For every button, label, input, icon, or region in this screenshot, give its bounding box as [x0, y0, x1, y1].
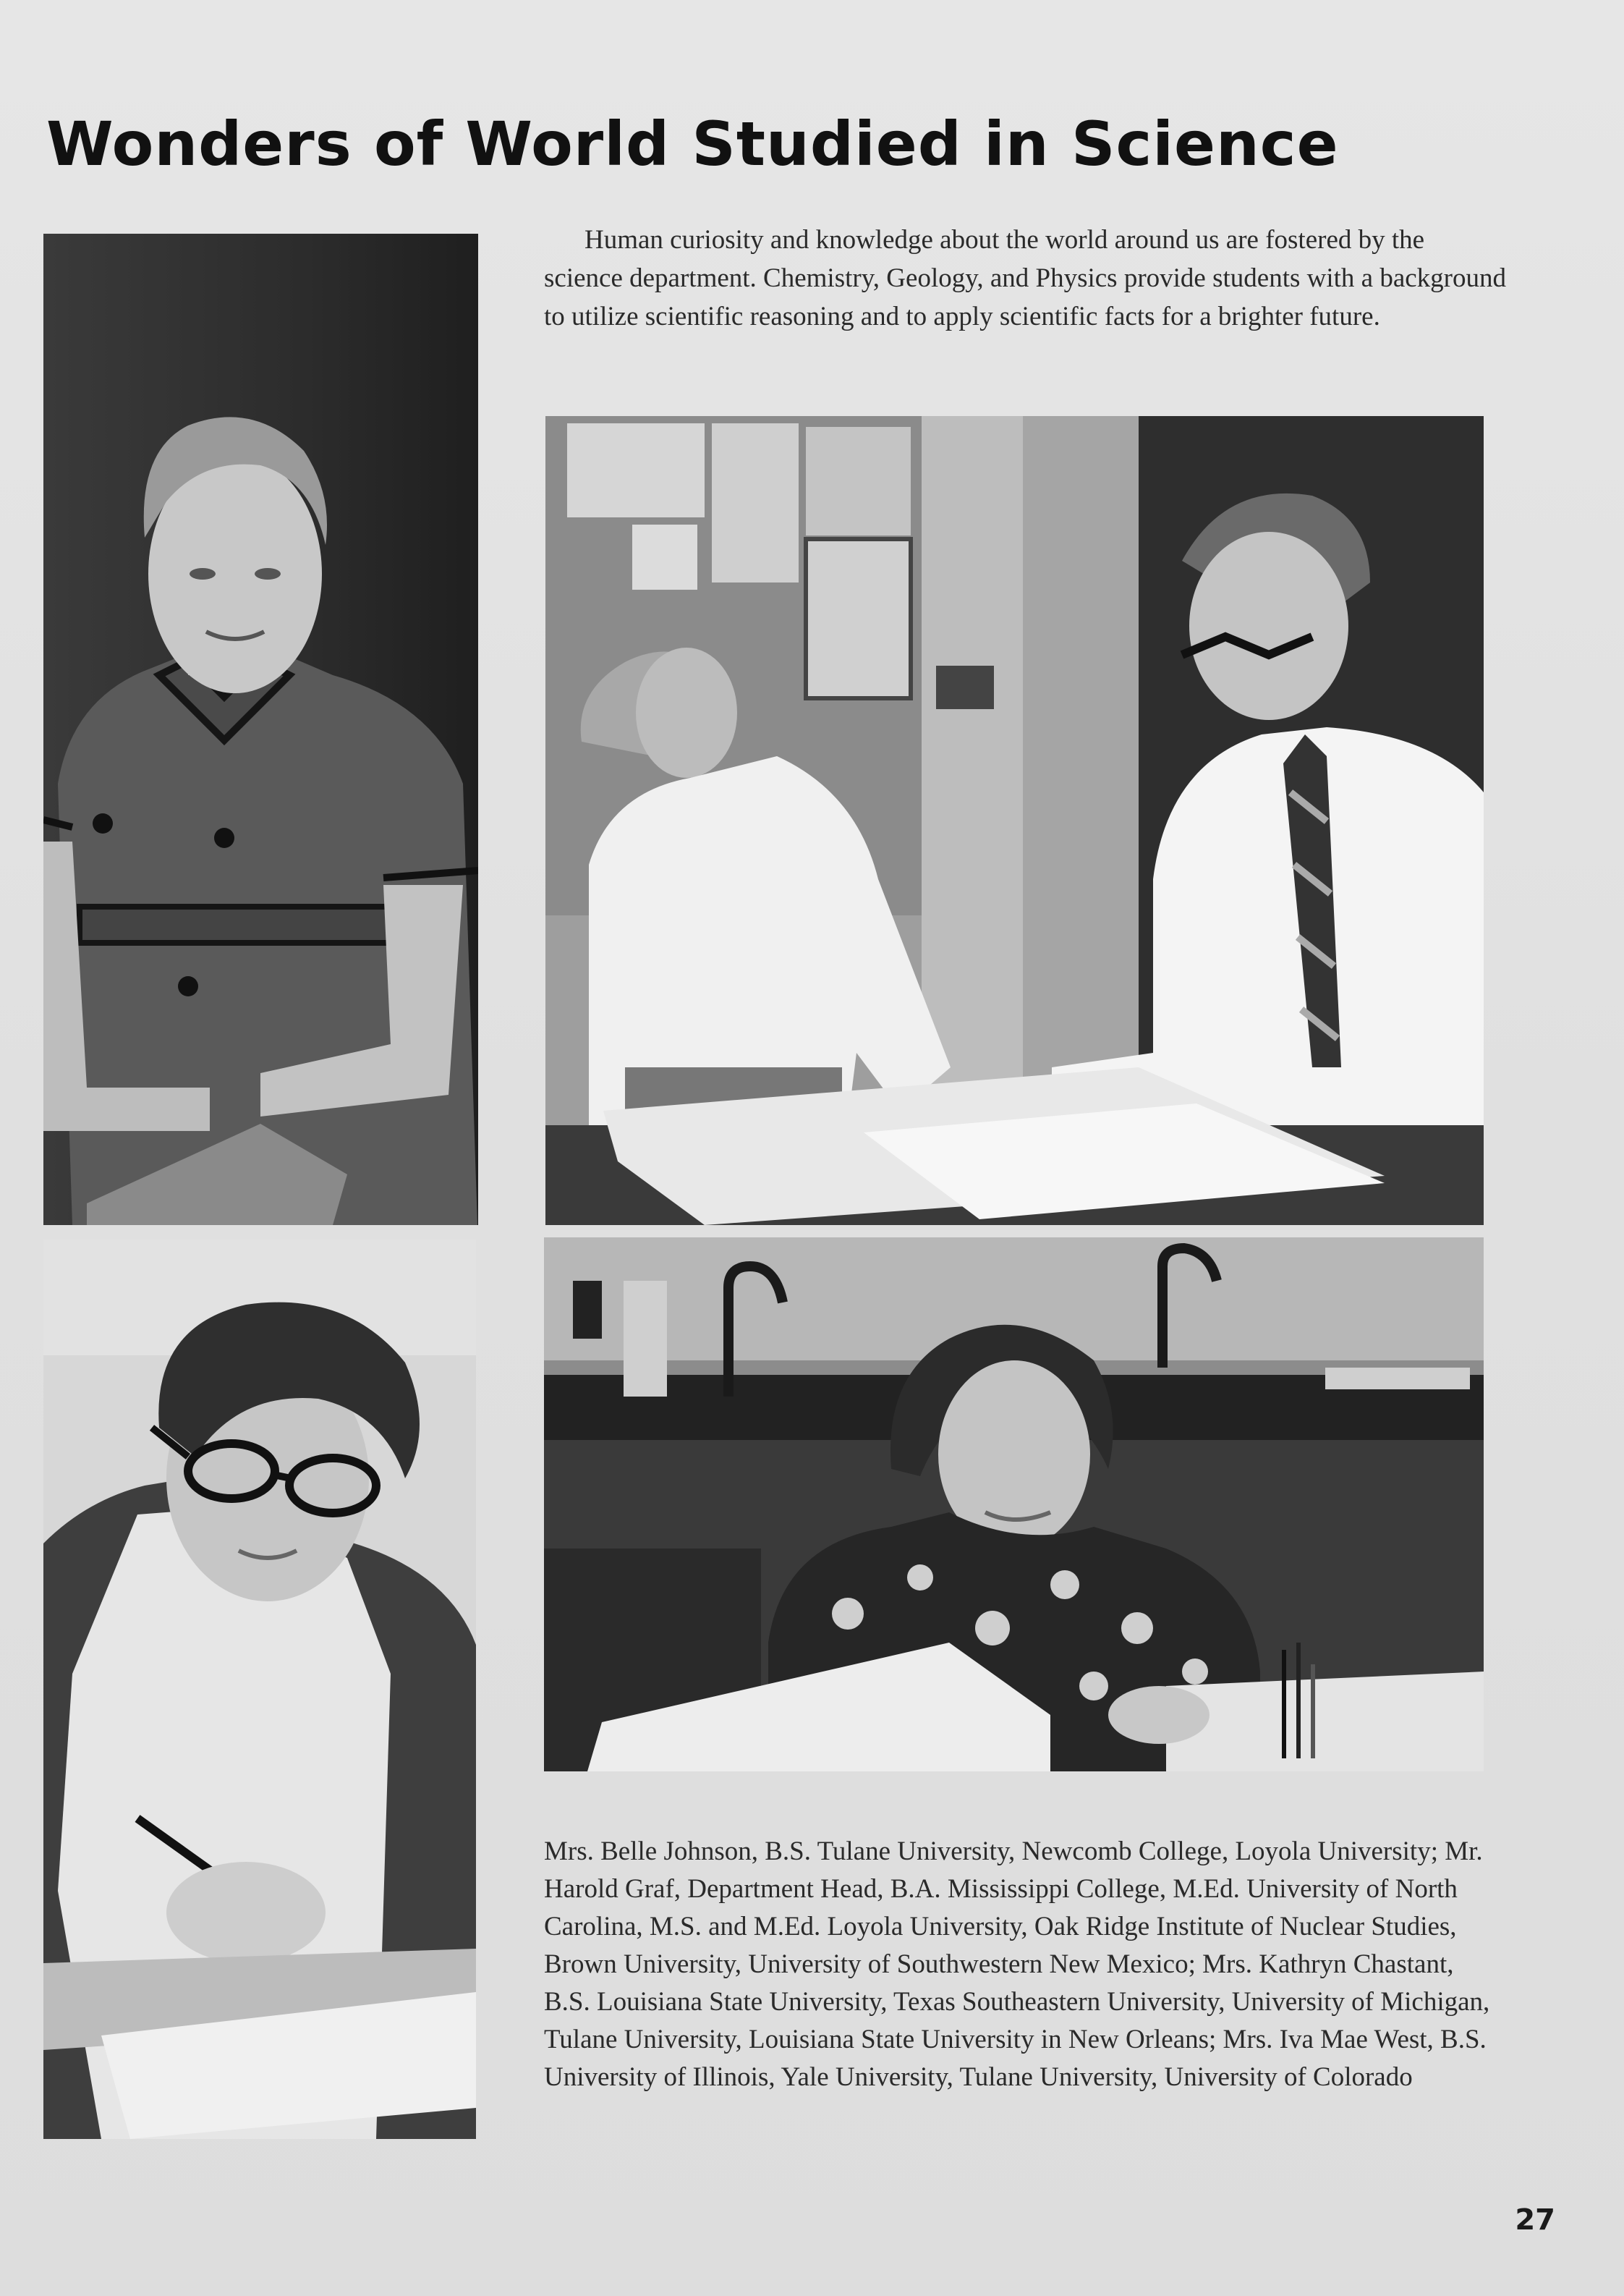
teacher-student-photo-icon [545, 416, 1484, 1225]
portrait-photo-icon [43, 234, 478, 1225]
photo-iva-mae-west [544, 1237, 1484, 1771]
page-number: 27 [1515, 2203, 1555, 2237]
page-title: Wonders of World Studied in Science [46, 109, 1339, 179]
faculty-caption: Mrs. Belle Johnson, B.S. Tulane University, Newcomb College, Loyola University; Mr. Harold Graf, Department Head, B.A. Mississippi College, M.Ed. University of North Carolina, M.S. and M.Ed. Loyola University, Oak Ridge Institute of Nuclear Studies, Brown University, University of Southwestern New Mexico; Mrs. Kathryn Chastant, B.S. Louisiana State University, Texas Southeastern University, University of Michigan, Tulane University, Louisiana State University in New Orleans; Mrs. Iva Mae West, B.S. University of Illinois, Yale University, Tulane University, University of Colorado [544, 1837, 1490, 2092]
seated-teacher-photo-icon [544, 1237, 1484, 1771]
photo-harold-graf [545, 416, 1484, 1225]
photo-belle-johnson [43, 234, 478, 1225]
photo-kathryn-chastant [43, 1240, 476, 2139]
writing-teacher-photo-icon [43, 1240, 476, 2139]
intro-paragraph: Human curiosity and knowledge about the world around us are fostered by the science department. Chemistry, Geology, and Physics provide students with a background to utilize scientific reasoning and to apply scientific facts for a brighter future. [544, 225, 1506, 331]
